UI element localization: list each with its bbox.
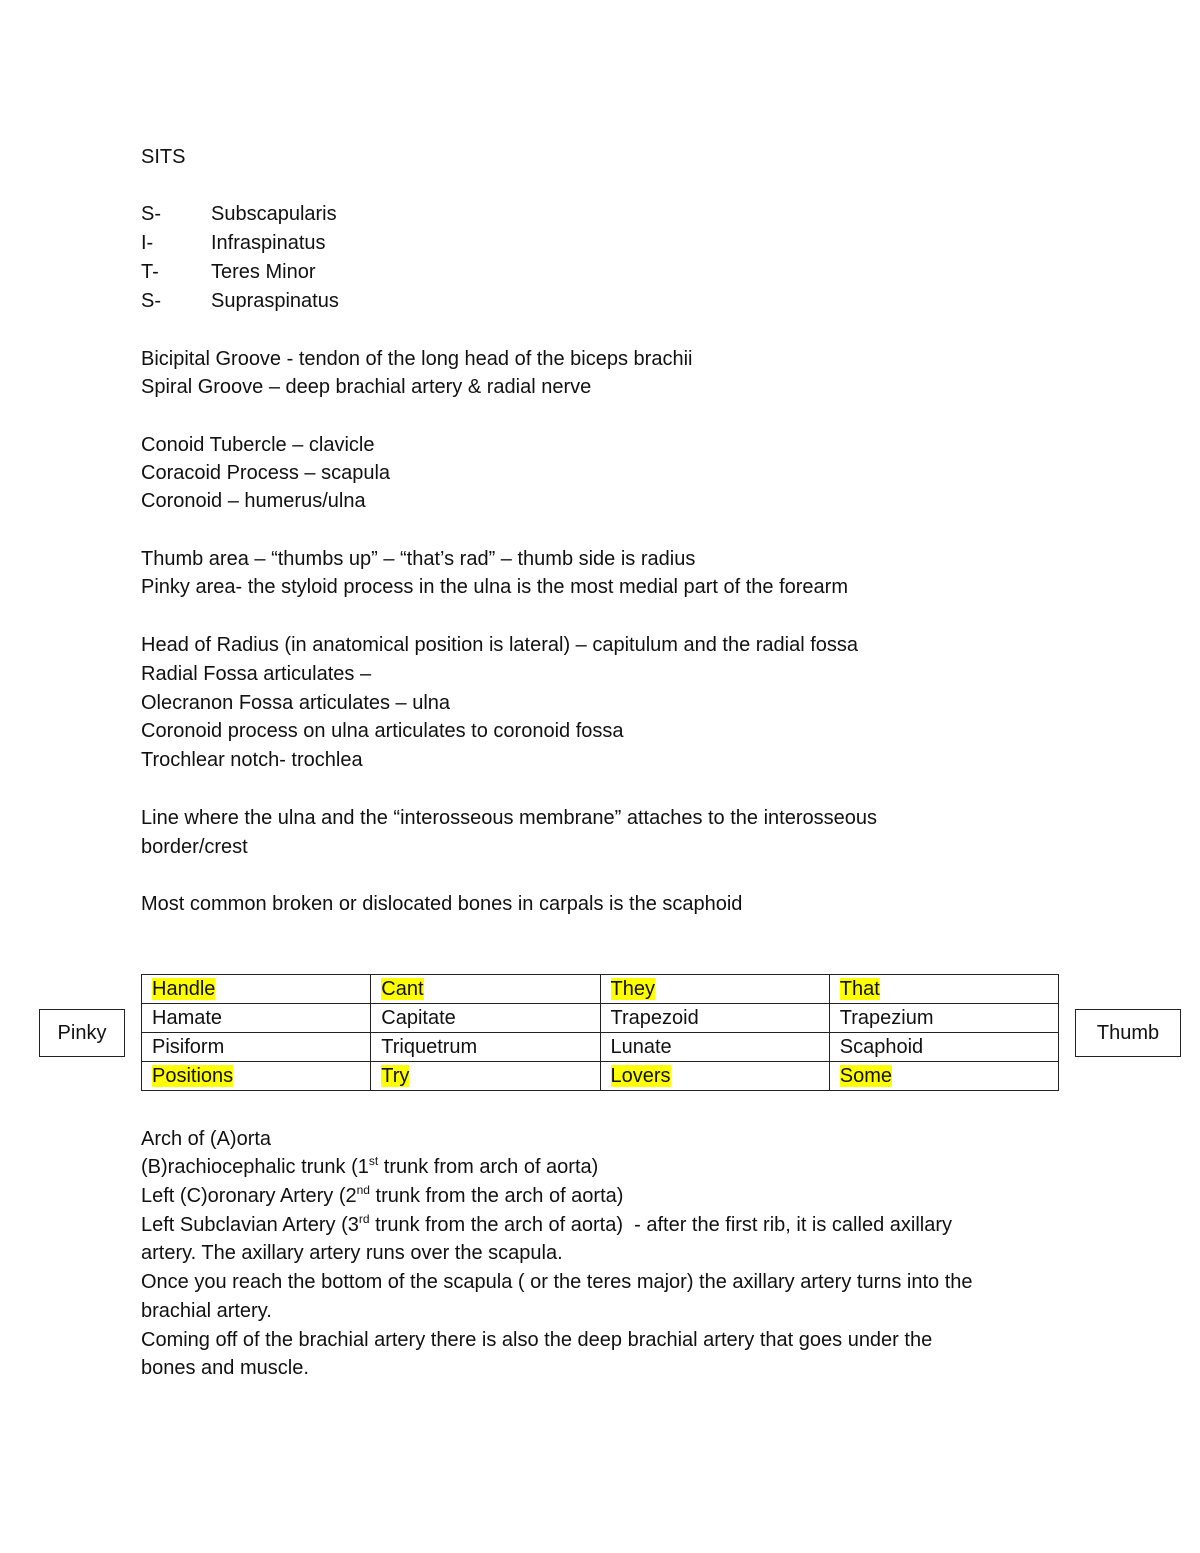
carpal-row (142, 1033, 1059, 1062)
mnemonic-item (141, 229, 326, 257)
mnemonic-heading: SITS (141, 146, 186, 168)
scaphoid-note: Most common broken or dislocated bones in carpals is the scaphoid (141, 893, 743, 915)
carpal-cell (371, 1004, 600, 1033)
carpal-mnemonic-word: Handle (152, 978, 216, 1000)
thumb-label-box: Thumb (1075, 1009, 1181, 1057)
carpal-cell (829, 1062, 1058, 1091)
mnemonic-muscle: Infraspinatus (211, 232, 326, 254)
ordinal-suffix: st (368, 1154, 379, 1168)
carpal-cell (142, 1033, 371, 1062)
carpal-mnemonic-word: Some (839, 1065, 892, 1087)
carpal-row (142, 975, 1059, 1004)
carpal-bone-name: Hamate (152, 1007, 223, 1029)
mnemonic-item (141, 258, 315, 286)
artery-text: trunk from the arch of aorta) (369, 1185, 624, 1207)
carpal-cell (371, 975, 600, 1004)
articulation-note: Trochlear notch- trochlea (141, 749, 363, 771)
ordinal-suffix: rd (358, 1212, 370, 1226)
mnemonic-muscle: Subscapularis (211, 203, 337, 225)
articulation-note: Radial Fossa articulates – (141, 663, 372, 685)
carpal-mnemonic-word: Try (381, 1065, 410, 1087)
artery-note-axillary: artery. The axillary artery runs over the scapula. (141, 1242, 563, 1264)
carpal-cell (600, 1033, 829, 1062)
artery-text: trunk from the arch of aorta) - after the first rib, it is called axillary (369, 1214, 952, 1236)
carpal-bone-name: Trapezoid (610, 1007, 699, 1029)
carpal-mnemonic-word: Cant (381, 978, 424, 1000)
carpal-mnemonic-word: Lovers (610, 1065, 671, 1087)
mnemonic-letter: T- (141, 261, 159, 283)
artery-note-subclavian (141, 1211, 952, 1239)
groove-note: Bicipital Groove - tendon of the long head of the biceps brachii (141, 348, 693, 370)
carpal-cell (371, 1033, 600, 1062)
artery-note-deep-brachial: Coming off of the brachial artery there is also the deep brachial artery that goes under the (141, 1329, 933, 1351)
process-note: Coracoid Process – scapula (141, 462, 391, 484)
carpal-mnemonic-word: Positions (152, 1065, 234, 1087)
artery-note-brachial: Once you reach the bottom of the scapula ( or the teres major) the axillary artery turns into the (141, 1271, 973, 1293)
carpal-bone-name: Triquetrum (381, 1036, 478, 1058)
forearm-note: Thumb area – “thumbs up” – “that’s rad” – thumb side is radius (141, 548, 696, 570)
articulation-note: Coronoid process on ulna articulates to coronoid fossa (141, 720, 624, 742)
carpal-cell (142, 1062, 371, 1091)
carpal-cell (142, 975, 371, 1004)
mnemonic-muscle: Supraspinatus (211, 290, 339, 312)
artery-text: (B)rachiocephalic trunk (1 (141, 1156, 369, 1178)
carpal-bone-name: Trapezium (839, 1007, 934, 1029)
carpal-cell (600, 975, 829, 1004)
artery-text: Left Subclavian Artery (3 (141, 1214, 359, 1236)
carpal-bone-name: Lunate (610, 1036, 672, 1058)
carpal-cell (371, 1062, 600, 1091)
process-note: Coronoid – humerus/ulna (141, 490, 366, 512)
groove-note: Spiral Groove – deep brachial artery & radial nerve (141, 376, 592, 398)
carpal-cell (142, 1004, 371, 1033)
mnemonic-muscle: Teres Minor (211, 261, 316, 283)
process-note: Conoid Tubercle – clavicle (141, 434, 375, 456)
carpal-bone-name: Capitate (381, 1007, 456, 1029)
mnemonic-letter: I- (141, 232, 154, 254)
mnemonic-letter: S- (141, 290, 161, 312)
carpal-bone-name: Scaphoid (839, 1036, 924, 1058)
interosseous-note: border/crest (141, 836, 248, 858)
articulation-note: Olecranon Fossa articulates – ulna (141, 692, 451, 714)
carpal-row (142, 1062, 1059, 1091)
artery-note-brachiocephalic (141, 1153, 598, 1181)
pinky-label-box: Pinky (39, 1009, 125, 1057)
carpal-mnemonic-word: That (839, 978, 880, 1000)
mnemonic-letter: S- (141, 203, 161, 225)
carpal-table-body (142, 975, 1059, 1091)
mnemonic-item (141, 200, 337, 228)
carpal-cell (600, 1062, 829, 1091)
carpal-cell (829, 1033, 1058, 1062)
artery-text: Left (C)oronary Artery (2 (141, 1185, 357, 1207)
articulation-note: Head of Radius (in anatomical position is lateral) – capitulum and the radial fossa (141, 634, 859, 656)
artery-note-brachial: brachial artery. (141, 1300, 272, 1322)
artery-note-deep-brachial: bones and muscle. (141, 1357, 309, 1379)
carpal-cell (829, 1004, 1058, 1033)
artery-note-aorta: Arch of (A)orta (141, 1128, 272, 1150)
carpal-bone-name: Pisiform (152, 1036, 225, 1058)
carpal-row (142, 1004, 1059, 1033)
ordinal-suffix: nd (356, 1183, 370, 1197)
mnemonic-item (141, 287, 339, 315)
carpal-mnemonic-word: They (610, 978, 655, 1000)
carpal-cell (829, 975, 1058, 1004)
interosseous-note: Line where the ulna and the “interosseous membrane” attaches to the interosseous (141, 807, 877, 829)
artery-text: trunk from arch of aorta) (378, 1156, 599, 1178)
forearm-note: Pinky area- the styloid process in the ulna is the most medial part of the forearm (141, 576, 849, 598)
artery-note-coronary (141, 1182, 623, 1210)
carpal-cell (600, 1004, 829, 1033)
carpal-table (141, 974, 1059, 1091)
